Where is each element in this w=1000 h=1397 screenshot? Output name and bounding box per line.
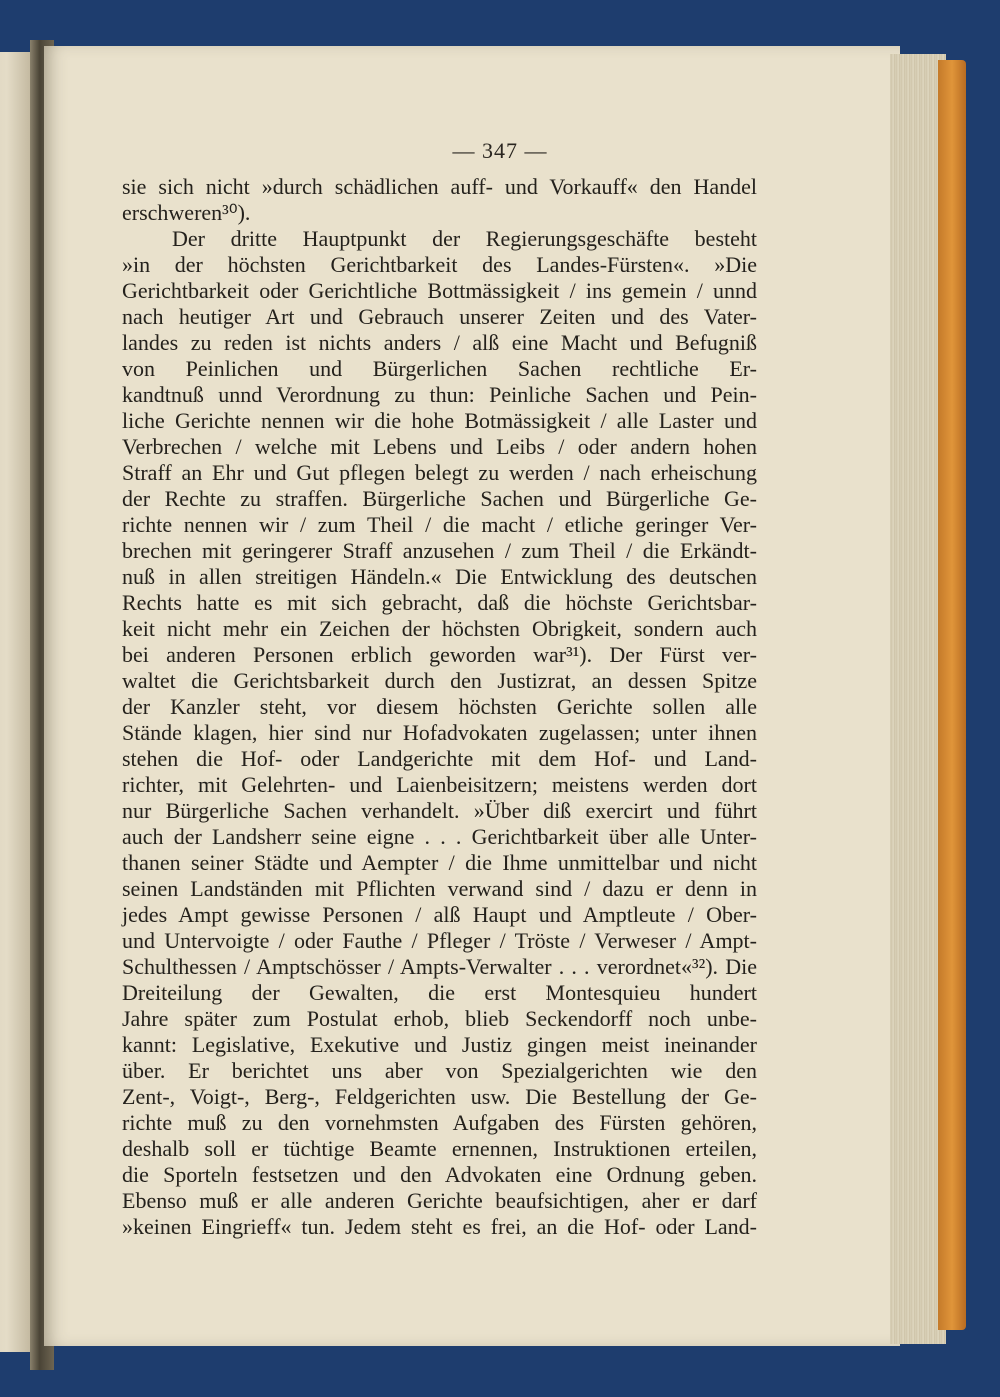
text-line: thanen seiner Städte und Aempter / die Ihme unmittelbar und nicht xyxy=(122,850,757,875)
text-line: kandtnuß unnd Verordnung zu thun: Peinliche Sachen und Pein- xyxy=(122,382,757,407)
text-line: »in der höchsten Gerichtbarkeit des Landes-Fürsten«. »Die xyxy=(122,252,757,277)
text-line: auch der Landsherr seine eigne . . . Gerichtbarkeit über alle Unter- xyxy=(122,824,757,849)
text-line: nur Bürgerliche Sachen verhandelt. »Über diß exercirt und führt xyxy=(122,798,757,823)
text-line: Der dritte Hauptpunkt der Regierungsgeschäfte besteht xyxy=(172,226,757,251)
text-line: deshalb soll er tüchtige Beamte ernennen, Instruktionen erteilen, xyxy=(122,1136,757,1161)
text-line: waltet die Gerichtsbarkeit durch den Justizrat, an dessen Spitze xyxy=(122,668,757,693)
text-line: Stände klagen, hier sind nur Hofadvokaten zugelassen; unter ihnen xyxy=(122,720,757,745)
text-line: richter, mit Gelehrten- und Laienbeisitzern; meistens werden dort xyxy=(122,772,757,797)
text-line: richte muß zu den vornehmsten Aufgaben des Fürsten gehören, xyxy=(122,1110,757,1135)
book-cover-edge xyxy=(938,60,966,1330)
text-line: seinen Landständen mit Pflichten verwand sind / dazu er denn in xyxy=(122,876,757,901)
text-line: Dreiteilung der Gewalten, die erst Montesquieu hundert xyxy=(122,980,757,1005)
text-line: richte nennen wir / zum Theil / die macht / etliche geringer Ver- xyxy=(122,512,757,537)
text-line: stehen die Hof- oder Landgerichte mit dem Hof- und Land- xyxy=(122,746,757,771)
text-line: jedes Ampt gewisse Personen / alß Haupt und Amptleute / Ober- xyxy=(122,902,757,927)
text-line: brechen mit geringerer Straff anzusehen / zum Theil / die Erkändt- xyxy=(122,538,757,563)
text-line: nach heutiger Art und Gebrauch unserer Zeiten und des Vater- xyxy=(122,304,757,329)
text-line: von Peinlichen und Bürgerlichen Sachen rechtliche Er- xyxy=(122,356,757,381)
body-text xyxy=(122,174,757,1240)
text-line: der Kanzler steht, vor diesem höchsten Gerichte sollen alle xyxy=(122,694,757,719)
text-line: Jahre später zum Postulat erhob, blieb Seckendorff noch unbe- xyxy=(122,1006,757,1031)
text-line: die Sporteln festsetzen und den Advokaten eine Ordnung geben. xyxy=(122,1162,757,1187)
text-line: Schulthessen / Amptschösser / Ampts-Verwalter . . . verordnet«³²). Die xyxy=(122,954,757,979)
page-number: — 347 — xyxy=(452,138,548,163)
text-line: keit nicht mehr ein Zeichen der höchsten Obrigkeit, sondern auch xyxy=(122,616,757,641)
text-line: Straff an Ehr und Gut pflegen belegt zu werden / nach erheischung xyxy=(122,460,757,485)
text-line: Ebenso muß er alle anderen Gerichte beaufsichtigen, aher er darf xyxy=(122,1188,757,1213)
text-line: nuß in allen streitigen Händeln.« Die Entwicklung des deutschen xyxy=(122,564,757,589)
text-line: Rechts hatte es mit sich gebracht, daß die höchste Gerichtsbar- xyxy=(122,590,757,615)
text-line: über. Er berichtet uns aber von Spezialgerichten wie den xyxy=(122,1058,757,1083)
text-line: und Untervoigte / oder Fauthe / Pfleger / Tröste / Verweser / Ampt- xyxy=(122,928,757,953)
text-line: der Rechte zu straffen. Bürgerliche Sachen und Bürgerliche Ge- xyxy=(122,486,757,511)
text-line: Gerichtbarkeit oder Gerichtliche Bottmässigkeit / ins gemein / unnd xyxy=(122,278,757,303)
text-line: Zent-, Voigt-, Berg-, Feldgerichten usw. Die Bestellung der Ge- xyxy=(122,1084,757,1109)
text-line: kannt: Legislative, Exekutive und Justiz gingen meist ineinander xyxy=(122,1032,757,1057)
text-line: »keinen Eingrieff« tun. Jedem steht es frei, an die Hof- oder Land- xyxy=(122,1214,757,1239)
text-line: Verbrechen / welche mit Lebens und Leibs / oder andern hohen xyxy=(122,434,757,459)
text-line: sie sich nicht »durch schädlichen auff- und Vorkauff« den Handel xyxy=(122,174,757,199)
text-line: landes zu reden ist nichts anders / alß eine Macht und Befugniß xyxy=(122,330,757,355)
text-line: liche Gerichte nennen wir die hohe Botmässigkeit / alle Laster und xyxy=(122,408,757,433)
text-line: bei anderen Personen erblich geworden war³¹). Der Fürst ver- xyxy=(122,642,757,667)
text-line: erschweren³⁰). xyxy=(122,200,251,225)
